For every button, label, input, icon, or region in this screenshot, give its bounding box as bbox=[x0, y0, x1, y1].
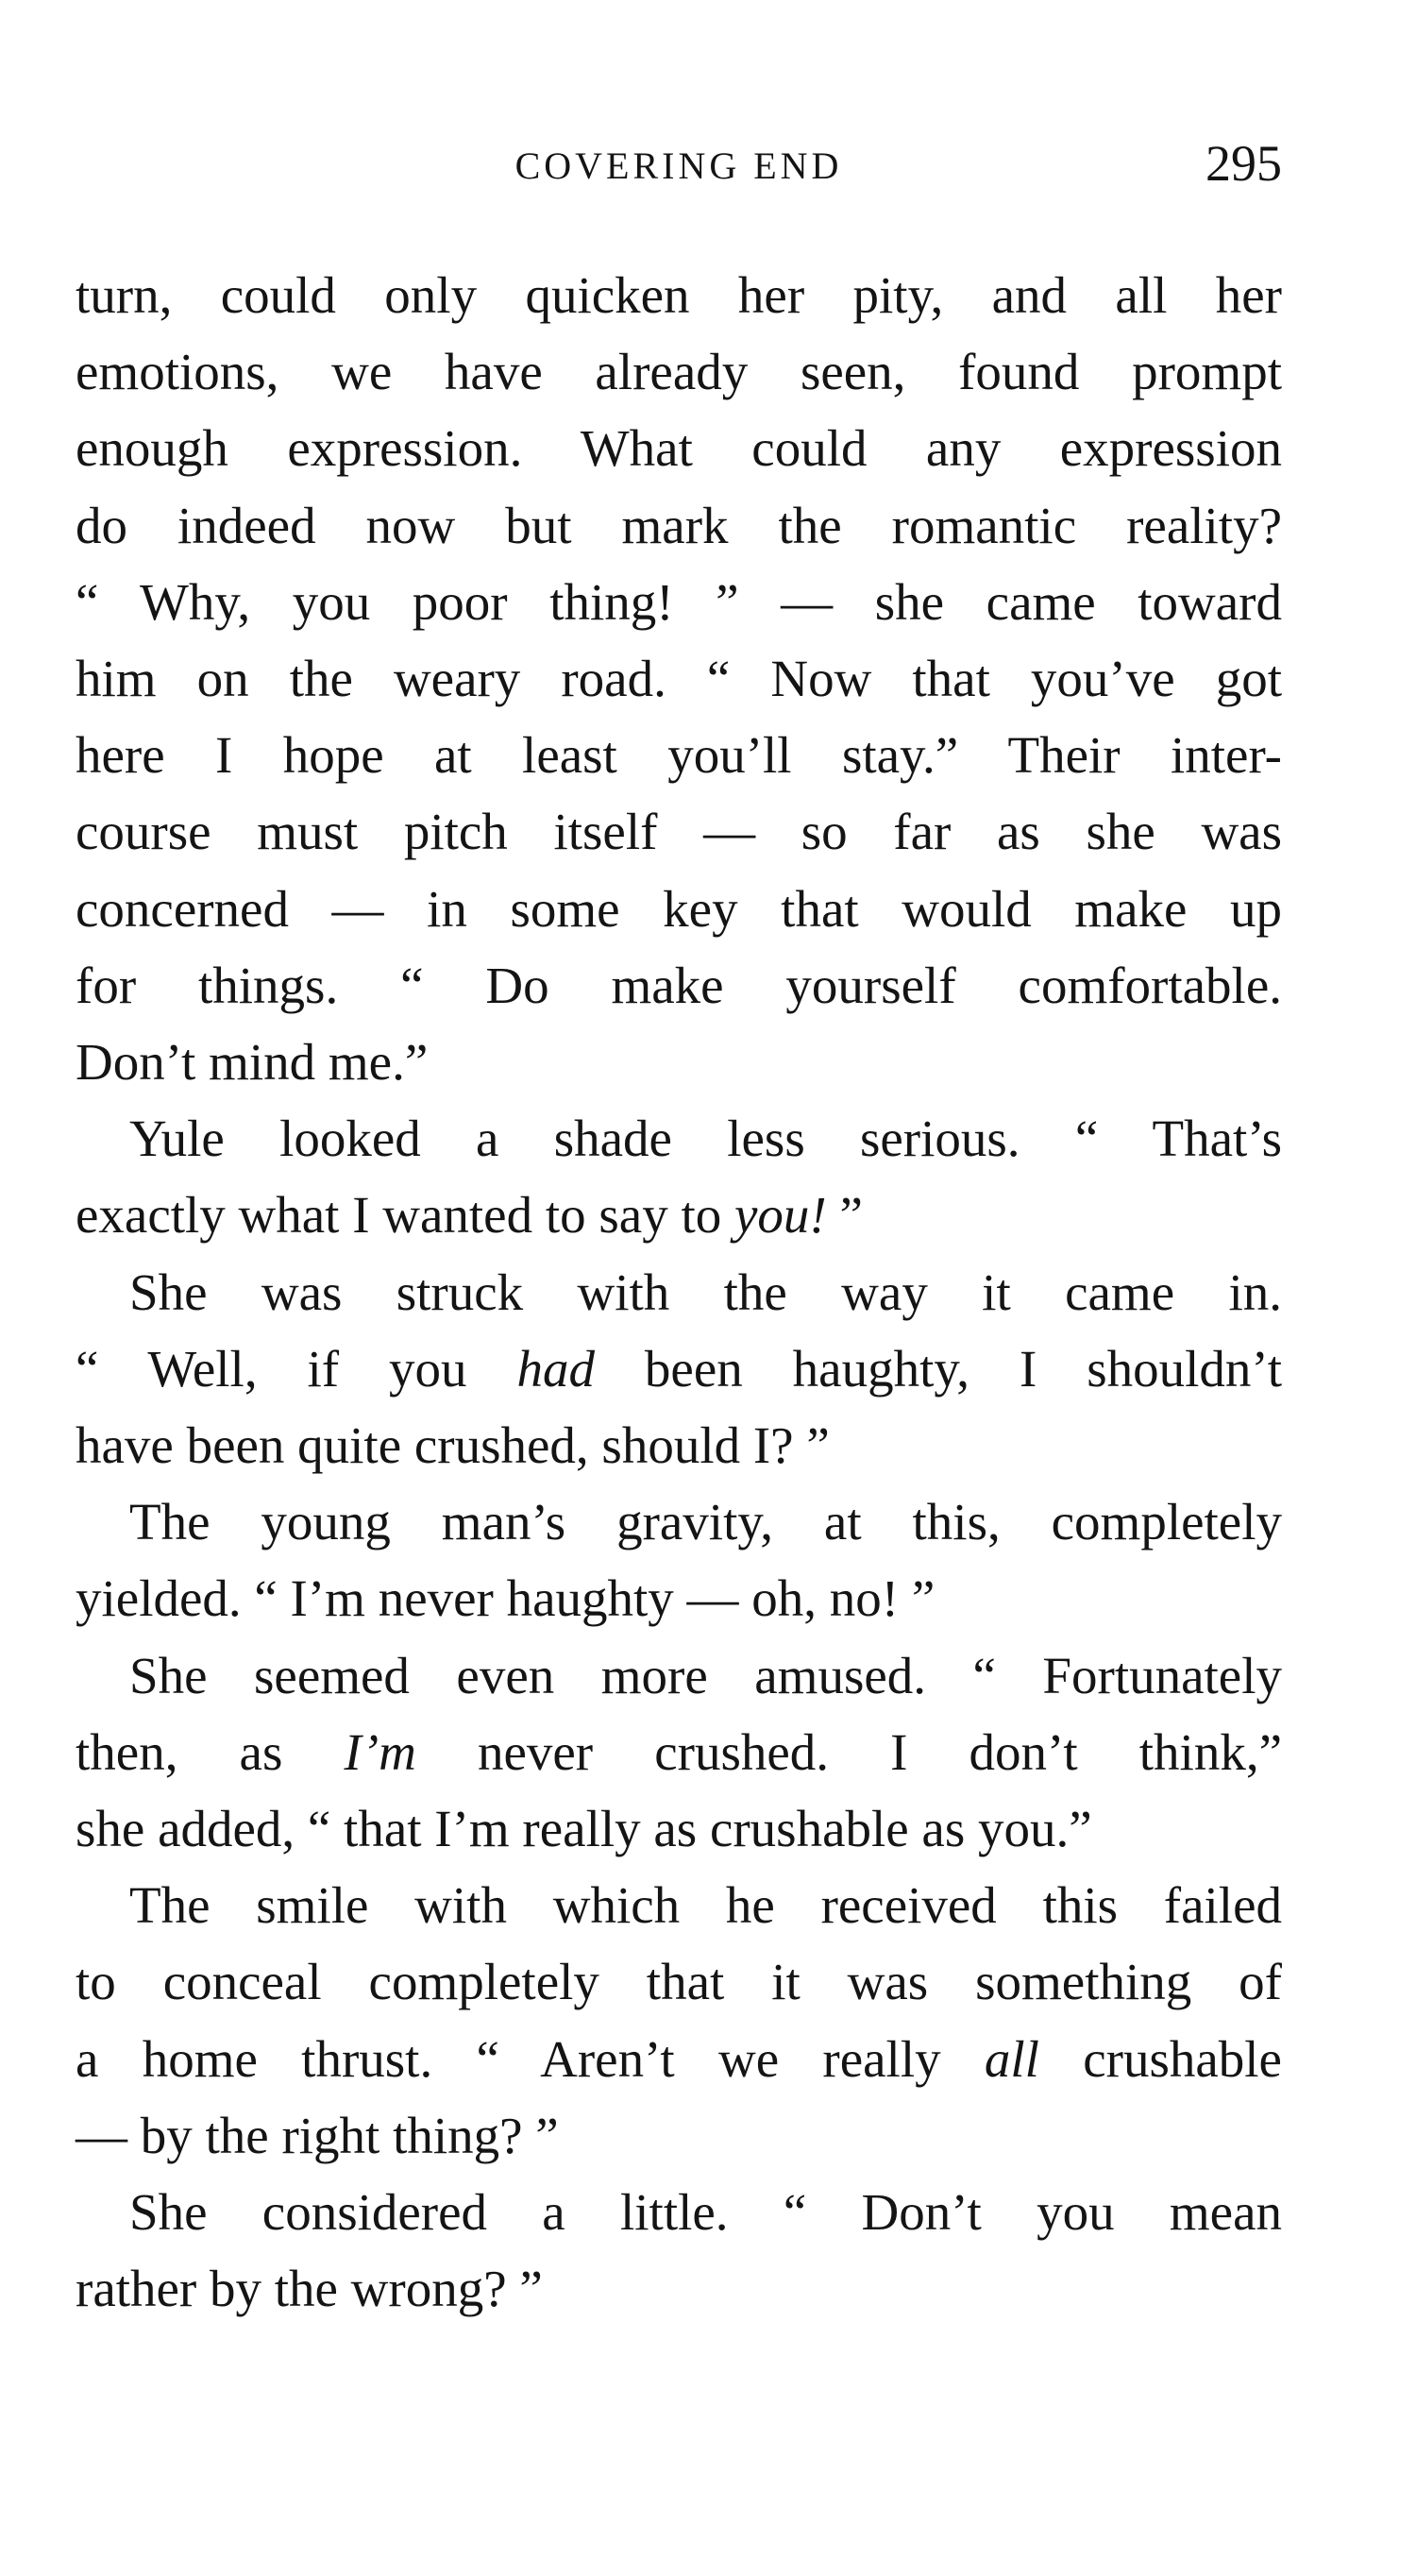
running-title: COVERING END bbox=[514, 144, 843, 187]
text-line: she added, “ that I’m really as crushable as you.” bbox=[76, 1800, 1092, 1858]
paragraph-4 bbox=[76, 1483, 1282, 1636]
book-page bbox=[76, 0, 1282, 2576]
italic-text: you! bbox=[733, 1186, 827, 1245]
text-line: “ Why, you poor thing! ” — she came toward bbox=[76, 572, 1282, 631]
text-line: have been quite crushed, should I? ” bbox=[76, 1416, 830, 1475]
text-line bbox=[76, 1330, 1282, 1407]
text-line: rather by the wrong? ” bbox=[76, 2260, 543, 2318]
text-run: ” bbox=[826, 1186, 863, 1245]
body-text bbox=[76, 257, 1282, 2327]
text-line: yielded. “ I’m never haughty — oh, no! ” bbox=[76, 1569, 936, 1628]
text-run: “ Well, if you bbox=[76, 1339, 517, 1398]
running-head bbox=[76, 134, 1282, 200]
paragraph-1 bbox=[76, 257, 1282, 1100]
text-line: — by the right thing? ” bbox=[76, 2106, 559, 2164]
text-run: never crushed. I don’t think,” bbox=[415, 1722, 1283, 1781]
text-line: concerned — in some key that would make up bbox=[76, 879, 1282, 938]
text-line: Yule looked a shade less serious. “ That’s bbox=[129, 1110, 1282, 1168]
text-run: exactly what I wanted to say to bbox=[76, 1186, 734, 1245]
paragraph-5 bbox=[76, 1637, 1282, 1868]
text-run: then, as bbox=[76, 1722, 345, 1781]
text-line: to conceal completely that it was something of bbox=[76, 1953, 1282, 2011]
italic-text: I’m bbox=[344, 1722, 416, 1781]
text-line: enough expression. What could any expression bbox=[76, 419, 1282, 478]
text-line bbox=[76, 1714, 1282, 1790]
text-line: here I hope at least you’ll stay.” Their inter- bbox=[76, 726, 1282, 785]
text-line: She considered a little. “ Don’t you mean bbox=[129, 2183, 1282, 2242]
text-line bbox=[76, 1177, 1282, 1253]
text-line: She seemed even more amused. “ Fortunately bbox=[129, 1646, 1282, 1704]
text-line: turn, could only quicken her pity, and all her bbox=[76, 266, 1282, 324]
paragraph-7 bbox=[76, 2174, 1282, 2327]
text-line: do indeed now but mark the romantic reality? bbox=[76, 496, 1282, 554]
text-line: The young man’s gravity, at this, completely bbox=[129, 1493, 1282, 1551]
paragraph-2 bbox=[76, 1100, 1282, 1253]
text-line: course must pitch itself — so far as she was bbox=[76, 803, 1282, 861]
text-line: for things. “ Do make yourself comfortable. bbox=[76, 956, 1282, 1014]
paragraph-3 bbox=[76, 1254, 1282, 1484]
paragraph-6 bbox=[76, 1867, 1282, 2174]
text-run: crushable bbox=[1038, 2029, 1282, 2088]
page-number: 295 bbox=[1205, 135, 1282, 192]
italic-text: had bbox=[516, 1339, 595, 1398]
text-line: emotions, we have already seen, found prompt bbox=[76, 343, 1282, 401]
text-line: him on the weary road. “ Now that you’ve got bbox=[76, 650, 1282, 708]
text-line bbox=[76, 2021, 1282, 2097]
text-line: She was struck with the way it came in. bbox=[129, 1263, 1282, 1321]
text-line: Don’t mind me.” bbox=[76, 1033, 429, 1092]
text-run: a home thrust. “ Aren’t we really bbox=[76, 2029, 985, 2088]
italic-text: all bbox=[984, 2029, 1039, 2088]
text-line: The smile with which he received this failed bbox=[129, 1876, 1282, 1935]
text-run: been haughty, I shouldn’t bbox=[594, 1339, 1283, 1398]
